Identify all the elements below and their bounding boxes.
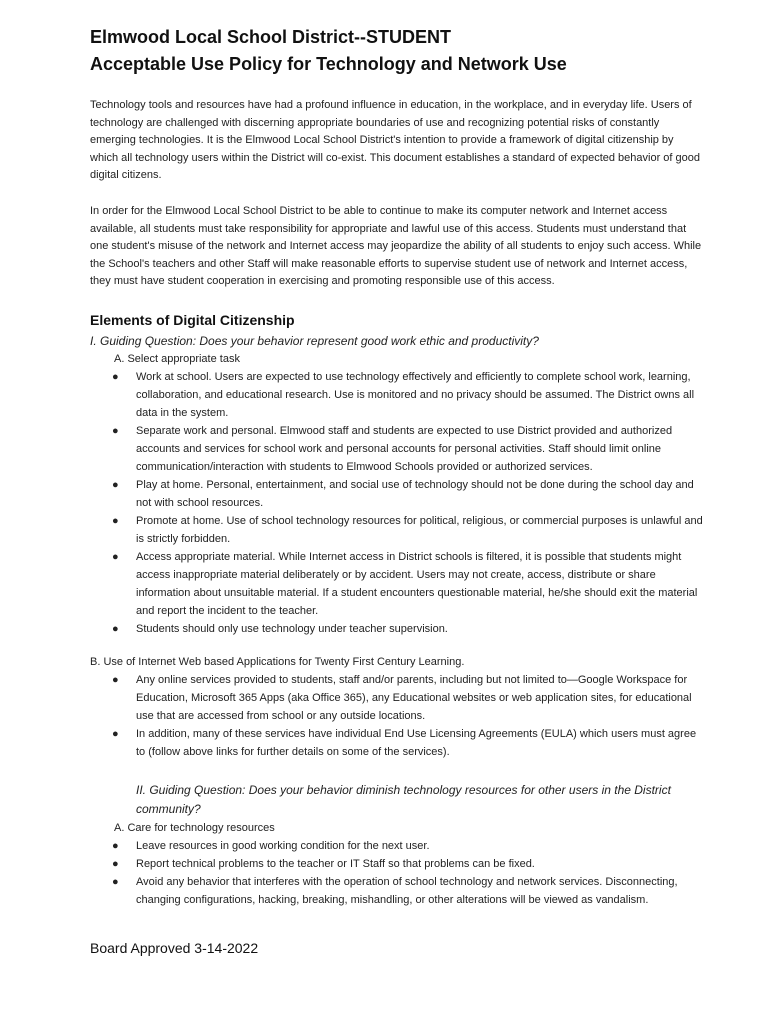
bullet-icon: ●: [112, 622, 119, 635]
list-item-text: Work at school. Users are expected to use technology effectively and efficiently to complete school work, learning, collaboration, and educational research. Use is monitored and no privacy should be assumed. The District owns all data in the system.: [136, 370, 695, 419]
list-item: [112, 873, 704, 909]
list-item: [112, 368, 704, 422]
bullet-list-1b: [90, 671, 704, 761]
list-item: [112, 671, 704, 725]
section-heading: Elements of Digital Citizenship: [90, 311, 295, 328]
subsection-label-2a: A. Care for technology resources: [114, 821, 275, 834]
list-item-text: Avoid any behavior that interferes with the operation of school technology and network services. Disconnecting, changing configurations, hacking, breaking, mishandling, or other alterations will be viewed as vandalism.: [136, 875, 678, 906]
bullet-icon: ●: [112, 514, 119, 527]
bullet-list-1a: [90, 368, 704, 638]
list-item-text: Any online services provided to students, staff and/or parents, including but not limited to—Google Workspace for Education, Microsoft 365 Apps (aka Office 365), any Educational websites or web application sites, for educational use that are accessed from school or any outside locations.: [136, 673, 692, 722]
bullet-icon: ●: [112, 673, 119, 686]
list-item: [112, 422, 704, 476]
bullet-icon: ●: [112, 478, 119, 491]
list-item-text: Access appropriate material. While Internet access in District schools is filtered, it is possible that students might access inappropriate material deliberately or by accident. Users may not create, access, distribute or share information about unsuitable material. If a student encounters questionable material, he/she should exit the material and report the incident to the teacher.: [136, 550, 698, 617]
guiding-question-2: II. Guiding Question: Does your behavior diminish technology resources for other users in the District community?: [136, 782, 671, 816]
intro-paragraph-1: Technology tools and resources have had a profound influence in education, in the workplace, and in everyday life. Users of technology are challenged with discerning appropriate boundaries of use and recognizing potential risks of constantly emerging technologies. It is the Elmwood Local School District's intention to provide a framework of digital citizenship by which all technology users within the District will co-exist. This document establishes a standard of expected behavior of good digital citizens.: [90, 99, 701, 182]
list-item-text: Promote at home. Use of school technology resources for political, religious, or commercial purposes is unlawful and is strictly forbidden.: [136, 514, 703, 545]
guiding-question-1: I. Guiding Question: Does your behavior represent good work ethic and productivity?: [90, 333, 539, 348]
list-item-text: Leave resources in good working condition for the next user.: [136, 839, 430, 852]
bullet-icon: ●: [112, 550, 119, 563]
list-item: [112, 725, 704, 761]
list-item: [112, 512, 704, 548]
list-item: [112, 837, 704, 855]
subsection-label-1b: B. Use of Internet Web based Applications for Twenty First Century Learning.: [90, 655, 465, 668]
list-item-text: Report technical problems to the teacher or IT Staff so that problems can be fixed.: [136, 857, 535, 870]
document-title-line2: Acceptable Use Policy for Technology and Network Use: [90, 54, 567, 74]
bullet-list-2a: [90, 837, 704, 909]
list-item: [112, 620, 704, 638]
list-item: [112, 476, 704, 512]
list-item-text: Play at home. Personal, entertainment, and social use of technology should not be done during the school day and not with school resources.: [136, 478, 694, 509]
bullet-icon: ●: [112, 370, 119, 383]
subsection-label-1a: A. Select appropriate task: [114, 352, 240, 365]
document-title-line1: Elmwood Local School District--STUDENT: [90, 27, 452, 47]
list-item-text: Separate work and personal. Elmwood staff and students are expected to use District provided and authorized accounts and services for school work and personal accounts for personal activities. Staff should limit online communication/interaction with students to Elmwood Schools provided or authorized services.: [136, 424, 673, 473]
intro-paragraph-2: In order for the Elmwood Local School District to be able to continue to make its computer network and Internet access available, all students must take responsibility for appropriate and lawful use of this access. Students must understand that one student's misuse of the network and Internet access may jeopardize the ability of all students to enjoy such access. While the School's teachers and other Staff will make reasonable efforts to supervise student use of network and Internet access, they must have student cooperation in exercising and promoting responsible use of this access.: [90, 204, 702, 288]
bullet-icon: ●: [112, 424, 119, 437]
list-item: [112, 548, 704, 620]
list-item-text: In addition, many of these services have individual End Use Licensing Agreements (EULA) which users must agree to (follow above links for further details on some of the services).: [136, 727, 697, 758]
bullet-icon: ●: [112, 839, 119, 852]
list-item-text: Students should only use technology under teacher supervision.: [136, 622, 448, 635]
bullet-icon: ●: [112, 875, 119, 888]
list-item: [112, 855, 704, 873]
bullet-icon: ●: [112, 857, 119, 870]
bullet-icon: ●: [112, 727, 119, 740]
board-approved-footer: Board Approved 3-14-2022: [90, 940, 259, 956]
